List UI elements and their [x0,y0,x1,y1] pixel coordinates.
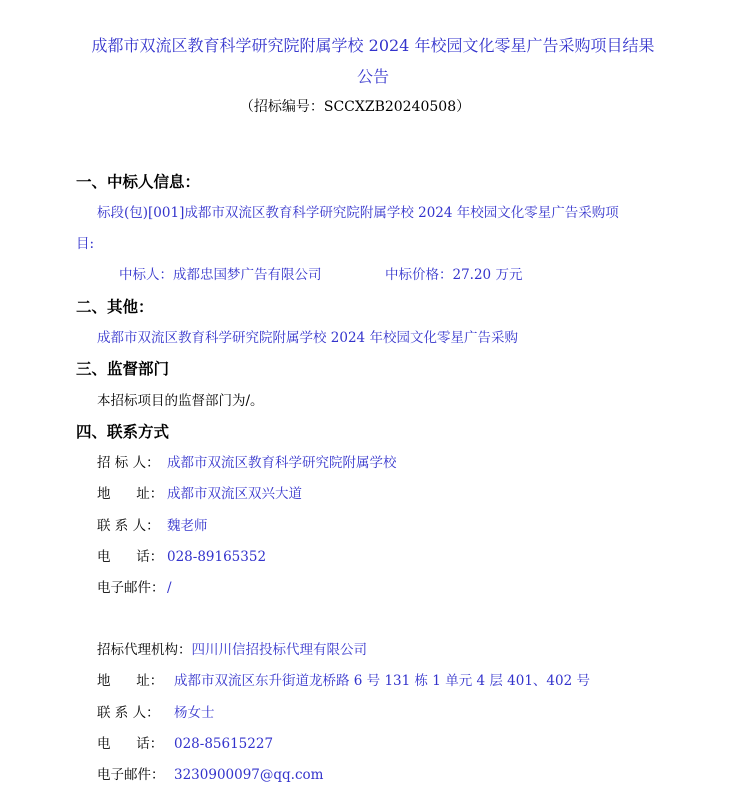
tenderer-address-row [97,482,302,502]
tenderer-name-label: 招 标 人： [97,455,160,471]
agency-phone-value: 028-85615227 [174,736,274,752]
agency-name-label: 招标代理机构： [97,642,192,658]
tenderer-name-row [97,451,397,471]
supervision-text: 本招标项目的监督部门为/。 [97,393,264,409]
agency-address-row [97,669,590,689]
price-value: 27.20 万元 [452,267,523,283]
section-contact-heading: 四、联系方式 [76,423,170,441]
announcement-title-line1: 成都市双流区教育科学研究院附属学校 2024 年校园文化零星广告采购项目结果 [91,36,655,55]
tenderer-email-value: / [167,580,172,596]
winner-value: 成都忠国梦广告有限公司 [173,267,322,283]
winner-label: 中标人： [119,267,173,283]
agency-email-value[interactable]: 3230900097@qq.com [174,767,324,783]
tenderer-email-row [97,576,172,596]
bid-number: （招标编号：SCCXZB20240508） [239,99,471,115]
price-label: 中标价格： [385,267,453,283]
agency-contact-label: 联 系 人： [97,705,160,721]
agency-email-label: 电子邮件： [97,767,165,783]
agency-phone-row [97,732,273,752]
other-text: 成都市双流区教育科学研究院附属学校 2024 年校园文化零星广告采购 [97,330,518,346]
section-winner-heading: 一、中标人信息： [76,173,201,191]
agency-address-value: 成都市双流区东升街道龙桥路 6 号 131 栋 1 单元 4 层 401、402 号 [174,673,590,689]
agency-phone-label: 电 话： [97,736,164,752]
section-other-heading: 二、其他： [76,298,154,316]
lot-description-line2: 目: [76,236,95,252]
tenderer-name-value: 成都市双流区教育科学研究院附属学校 [167,455,397,471]
winner-row [119,263,322,283]
agency-name-value: 四川川信招投标代理有限公司 [191,642,367,658]
tenderer-contact-row [97,514,208,534]
tenderer-contact-label: 联 系 人： [97,518,160,534]
section-supervision-heading: 三、监督部门 [76,360,170,378]
tenderer-contact-value: 魏老师 [167,518,208,534]
tenderer-address-value: 成都市双流区双兴大道 [167,486,302,502]
tenderer-phone-value: 028-89165352 [167,549,267,565]
tenderer-phone-row [97,545,266,565]
tenderer-email-label: 电子邮件： [97,580,165,596]
agency-address-label: 地 址： [97,673,164,689]
announcement-title-line2: 公告 [356,67,389,86]
agency-name-row [97,638,367,658]
tenderer-address-label: 地 址： [97,486,164,502]
lot-description-line1: 标段(包)[001]成都市双流区教育科学研究院附属学校 2024 年校园文化零星广告采购项 [97,205,619,221]
price-row [385,263,522,283]
agency-email-row [97,763,323,783]
agency-contact-row [97,701,215,721]
agency-contact-value: 杨女士 [174,705,215,721]
tenderer-phone-label: 电 话： [97,549,164,565]
